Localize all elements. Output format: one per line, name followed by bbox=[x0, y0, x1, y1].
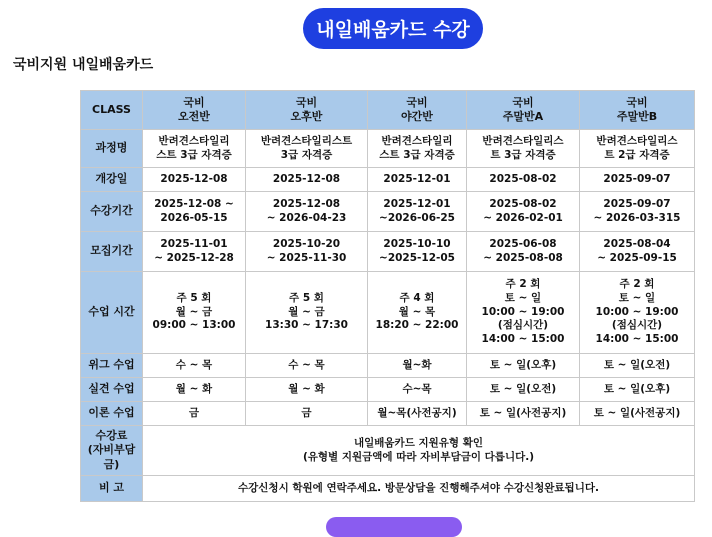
table-row bbox=[81, 272, 695, 354]
row-label: 위그 수업 bbox=[81, 354, 143, 378]
cell-line: 반려견스타일리 bbox=[381, 134, 453, 147]
table-cell: 토 ~ 일(오전) bbox=[467, 378, 580, 402]
table-cell: 금 bbox=[246, 402, 368, 426]
cell-line: 14:00 ~ 15:00 bbox=[595, 332, 679, 345]
cell-line: 09:00 ~ 13:00 bbox=[152, 319, 236, 332]
table-cell bbox=[143, 232, 246, 272]
class-header bbox=[580, 91, 695, 130]
table-cell: 2025-12-08 bbox=[246, 168, 368, 192]
cell-line: 18:20 ~ 22:00 bbox=[375, 319, 459, 332]
cell-line: 2026-05-15 bbox=[160, 211, 228, 224]
cell-line: 트 2급 자격증 bbox=[604, 148, 670, 161]
fee-cell bbox=[143, 426, 695, 476]
table-cell bbox=[246, 130, 368, 168]
class-header bbox=[368, 91, 467, 130]
cell-line: ~ 2025-09-15 bbox=[597, 251, 677, 264]
cell-line: 10:00 ~ 19:00 bbox=[481, 305, 565, 318]
table-row bbox=[81, 192, 695, 232]
cell-line: 월 ~ 금 bbox=[175, 305, 213, 318]
table-cell: 수~목 bbox=[368, 378, 467, 402]
row-label: 수강기간 bbox=[81, 192, 143, 232]
cell-line: ~ 2025-12-28 bbox=[154, 251, 234, 264]
cell-line: (점심시간) bbox=[611, 319, 663, 332]
table-row bbox=[81, 402, 695, 426]
page-title: 내일배움카드 수강 bbox=[316, 19, 470, 41]
cell-line: 반려견스타일리스 bbox=[482, 134, 564, 147]
table-cell: 수 ~ 목 bbox=[143, 354, 246, 378]
cell-line: 토 ~ 일 bbox=[618, 292, 656, 305]
row-label: 수업 시간 bbox=[81, 272, 143, 354]
table-cell bbox=[580, 192, 695, 232]
cell-line: (점심시간) bbox=[497, 319, 549, 332]
row-label: 과정명 bbox=[81, 130, 143, 168]
table-row bbox=[81, 168, 695, 192]
bottom-pill-button[interactable] bbox=[326, 517, 462, 537]
cell-line: 내일배움카드 지원유형 확인 bbox=[353, 436, 484, 449]
course-table bbox=[80, 90, 695, 502]
row-label: 이론 수업 bbox=[81, 402, 143, 426]
table-cell bbox=[368, 130, 467, 168]
cell-line: 2025-12-08 ~ bbox=[154, 197, 234, 210]
table-cell: 월~화 bbox=[368, 354, 467, 378]
table-cell bbox=[246, 232, 368, 272]
table-cell bbox=[467, 130, 580, 168]
cell-line: ~2025-12-05 bbox=[379, 251, 455, 264]
cell-line: ~ 2026-04-23 bbox=[266, 211, 347, 224]
cell-line: 월 ~ 금 bbox=[288, 305, 325, 318]
table-cell: 월 ~ 화 bbox=[143, 378, 246, 402]
cell-line: ~ 2025-11-30 bbox=[266, 251, 347, 264]
table-cell bbox=[143, 272, 246, 354]
class-header-line1: 국비 bbox=[406, 95, 428, 109]
cell-line: 반려견스타일리 bbox=[158, 134, 230, 147]
class-header-line1: 국비 bbox=[295, 95, 318, 109]
cell-line: 2025-06-08 bbox=[489, 237, 557, 250]
table-cell bbox=[580, 232, 695, 272]
cell-line: ~ 2025-08-08 bbox=[483, 251, 563, 264]
table-cell: 월 ~ 화 bbox=[246, 378, 368, 402]
table-cell bbox=[246, 272, 368, 354]
table-cell: 토 ~ 일(사전공지) bbox=[467, 402, 580, 426]
cell-line: 주 5 회 bbox=[289, 292, 324, 305]
row-label-line: (자비부담 bbox=[87, 443, 136, 457]
cell-line: ~2026-06-25 bbox=[379, 211, 455, 224]
class-header-line1: 국비 bbox=[626, 95, 648, 109]
table-cell: 2025-12-08 bbox=[143, 168, 246, 192]
cell-line: 2025-12-08 bbox=[272, 197, 341, 210]
cell-line: 2025-08-02 bbox=[489, 197, 557, 210]
table-cell bbox=[368, 232, 467, 272]
table-row bbox=[81, 378, 695, 402]
cell-line: 주 4 회 bbox=[399, 292, 435, 305]
class-header-line2: 오전반 bbox=[178, 110, 210, 123]
cell-line: ~ 2026-02-01 bbox=[483, 211, 563, 224]
table-cell bbox=[580, 272, 695, 354]
cell-line: 토 ~ 일 bbox=[504, 292, 542, 305]
row-label-line: 수강료 bbox=[95, 429, 128, 443]
row-label: 모집기간 bbox=[81, 232, 143, 272]
cell-line: 월 ~ 목 bbox=[398, 305, 436, 318]
table-cell bbox=[467, 232, 580, 272]
cell-line: 2025-10-20 bbox=[272, 237, 341, 250]
class-header-line1: 국비 bbox=[183, 95, 205, 109]
cell-line: 2025-09-07 bbox=[603, 197, 671, 210]
table-cell: 2025-08-02 bbox=[467, 168, 580, 192]
cell-line: 스트 3급 자격증 bbox=[156, 148, 232, 161]
class-header-line2: 오후반 bbox=[290, 110, 323, 123]
table-cell: 토 ~ 일(오전) bbox=[580, 354, 695, 378]
row-label-line: 금) bbox=[103, 457, 120, 471]
table-cell: 금 bbox=[143, 402, 246, 426]
table-cell bbox=[467, 272, 580, 354]
cell-line: 반려견스타일리스트 bbox=[260, 134, 353, 147]
cell-line: 주 2 회 bbox=[619, 278, 655, 291]
table-cell bbox=[368, 192, 467, 232]
table-row bbox=[81, 426, 695, 476]
cell-line: 주 5 회 bbox=[176, 292, 212, 305]
note-cell: 수강신청시 학원에 연락주세요. 방문상담을 진행해주셔야 수강신청완료됩니다. bbox=[143, 476, 695, 502]
cell-line: 반려견스타일리스 bbox=[596, 134, 678, 147]
table-cell bbox=[467, 192, 580, 232]
class-corner-header: CLASS bbox=[81, 91, 143, 130]
cell-line: ~ 2026-03-315 bbox=[593, 211, 681, 224]
cell-line: 2025-08-04 bbox=[603, 237, 671, 250]
class-header-line2: 주말반A bbox=[502, 110, 544, 123]
cell-line: 3급 자격증 bbox=[280, 148, 333, 161]
table-row bbox=[81, 232, 695, 272]
table-cell bbox=[368, 272, 467, 354]
row-label: 개강일 bbox=[81, 168, 143, 192]
row-label: 비 고 bbox=[81, 476, 143, 502]
class-header bbox=[467, 91, 580, 130]
cell-line: 13:30 ~ 17:30 bbox=[265, 319, 348, 332]
table-cell: 월~목(사전공지) bbox=[368, 402, 467, 426]
table-row bbox=[81, 354, 695, 378]
table-header-row bbox=[81, 91, 695, 130]
class-header-line1: 국비 bbox=[512, 95, 534, 109]
cell-line: 주 2 회 bbox=[505, 278, 541, 291]
class-header-line2: 주말반B bbox=[616, 110, 658, 123]
table-row bbox=[81, 130, 695, 168]
table-cell: 2025-12-01 bbox=[368, 168, 467, 192]
section-subtitle: 국비지원 내일배움카드 bbox=[13, 57, 154, 73]
table-cell bbox=[143, 192, 246, 232]
row-label bbox=[81, 426, 143, 476]
table-cell: 토 ~ 일(오후) bbox=[467, 354, 580, 378]
cell-line: 2025-10-10 bbox=[383, 237, 451, 250]
table-cell bbox=[246, 192, 368, 232]
page-title-pill bbox=[303, 8, 483, 49]
table-cell: 토 ~ 일(사전공지) bbox=[580, 402, 695, 426]
table-cell: 수 ~ 목 bbox=[246, 354, 368, 378]
cell-line: 2025-11-01 bbox=[160, 237, 228, 250]
table-cell bbox=[143, 130, 246, 168]
cell-line: 14:00 ~ 15:00 bbox=[481, 332, 565, 345]
table-cell: 2025-09-07 bbox=[580, 168, 695, 192]
class-header-line2: 야간반 bbox=[401, 110, 433, 123]
cell-line: 스트 3급 자격증 bbox=[379, 148, 455, 161]
cell-line: 트 3급 자격증 bbox=[490, 148, 556, 161]
class-header bbox=[143, 91, 246, 130]
table-row bbox=[81, 476, 695, 502]
class-header bbox=[246, 91, 368, 130]
table-cell bbox=[580, 130, 695, 168]
cell-line: (유형별 지원금액에 따라 자비부담금이 다릅니다.) bbox=[302, 450, 535, 463]
table-cell: 토 ~ 일(오후) bbox=[580, 378, 695, 402]
row-label: 실견 수업 bbox=[81, 378, 143, 402]
cell-line: 10:00 ~ 19:00 bbox=[595, 305, 679, 318]
cell-line: 2025-12-01 bbox=[383, 197, 451, 210]
